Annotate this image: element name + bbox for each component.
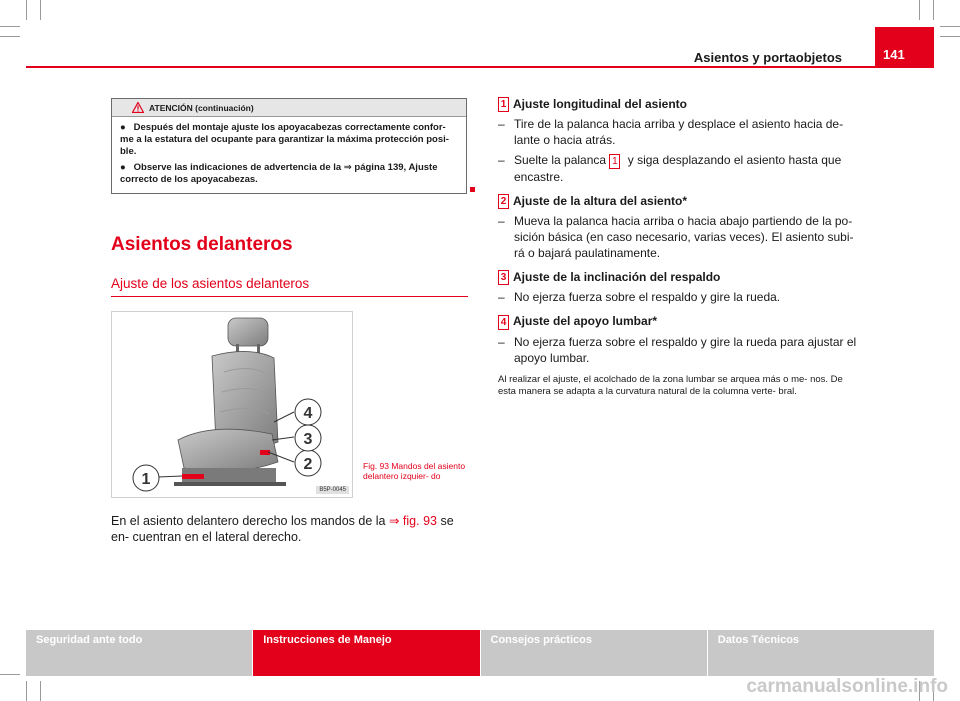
- step-number-badge: 4: [498, 315, 509, 330]
- callout-label: 4: [303, 405, 313, 422]
- figure-link[interactable]: ⇒ fig. 93: [388, 514, 437, 528]
- body-paragraph: [111, 513, 471, 545]
- crop-mark: [40, 0, 41, 20]
- item-title: Ajuste de la inclinación del respaldo: [513, 269, 721, 284]
- figure-caption: Fig. 93 Mandos del asiento delantero izquier- do: [363, 461, 466, 481]
- paragraph-text: En el asiento delantero derecho los mandos de la: [111, 514, 389, 528]
- crop-mark: [26, 681, 27, 701]
- running-header-title: Asientos y portaobjetos: [693, 50, 842, 65]
- nav-tab-datos[interactable]: Datos Técnicos: [708, 630, 934, 676]
- crop-mark: [0, 674, 20, 675]
- crop-mark: [40, 681, 41, 701]
- nav-tab-consejos[interactable]: Consejos prácticos: [481, 630, 708, 676]
- procedure-bullet: – No ejerza fuerza sobre el respaldo y gire la rueda para ajustar el apoyo lumbar.: [498, 334, 857, 365]
- header-rule: [26, 66, 934, 68]
- note-paragraph: [498, 374, 848, 398]
- warning-bullet: ● Después del montaje ajuste los apoyacabezas correctamente confor- me a la estatura del ocupante para garantizar la máxima protección posi- ble.: [120, 122, 449, 157]
- step-number-badge: 3: [498, 270, 509, 285]
- procedure-bullet: – Tire de la palanca hacia arriba y desplace el asiento hacia de- lante o hacia atrás.: [498, 116, 858, 148]
- note-text: Al realizar el ajuste, el acolchado de la zona lumbar se arquea más o me- nos. De esta manera se adapta a la curvatura natural de la columna verte- bral.: [498, 373, 843, 397]
- crop-mark: [0, 26, 20, 27]
- procedure-item: [498, 313, 858, 365]
- figure-code: B5P-0045: [316, 486, 349, 494]
- right-column: [498, 96, 858, 398]
- crop-mark: [919, 0, 920, 20]
- procedure-bullet: – Suelte la palanca 1 y siga desplazando el asiento hasta que encastre.: [498, 153, 842, 184]
- bullet-text: No ejerza fuerza sobre el respaldo y gire la rueda.: [514, 290, 781, 305]
- callout-label: 3: [303, 431, 313, 448]
- warning-body: [112, 117, 466, 186]
- seat-illustration: [112, 312, 353, 498]
- procedure-item: [498, 269, 858, 305]
- subsection-rule: [111, 296, 468, 297]
- crop-mark: [26, 0, 27, 20]
- step-number-badge: 1: [498, 97, 509, 112]
- bullet-text: Tire de la palanca hacia arriba y desplace el asiento hacia de- lante o hacia atrás.: [514, 117, 844, 148]
- nav-tab-seguridad[interactable]: Seguridad ante todo: [26, 630, 253, 676]
- bullet-text: Suelte la palanca: [514, 153, 607, 168]
- crop-mark: [940, 26, 960, 27]
- crop-mark: [940, 36, 960, 37]
- callout-label: 1: [141, 471, 151, 488]
- seat-figure: [111, 311, 353, 498]
- item-title: Ajuste del apoyo lumbar*: [513, 314, 658, 329]
- step-number-badge: 1: [609, 154, 620, 169]
- chapter-nav: [26, 630, 934, 676]
- bullet-text: y siga desplazando el asiento hasta que encastre.: [514, 153, 842, 184]
- subsection-heading: Ajuste de los asientos delanteros: [111, 276, 310, 291]
- section-heading: Asientos delanteros: [111, 234, 293, 255]
- page-number: 141: [875, 27, 934, 68]
- procedure-item: [498, 96, 858, 185]
- procedure-bullet: – No ejerza fuerza sobre el respaldo y gire la rueda.: [498, 290, 781, 305]
- procedure-bullet: – Mueva la palanca hacia arriba o hacia abajo partiendo de la po- sición básica (en caso necesario, varias veces). El asiento subi- rá o bajará paulatinamente.: [498, 213, 858, 261]
- warning-header: [112, 99, 466, 117]
- crop-mark: [933, 0, 934, 20]
- warning-heading: ATENCIÓN (continuación): [149, 102, 254, 113]
- bullet-text: No ejerza fuerza sobre el respaldo y gire la rueda para ajustar el apoyo lumbar.: [514, 334, 857, 365]
- item-title: Ajuste de la altura del asiento*: [513, 193, 688, 208]
- watermark: carmanualsonline.info: [746, 676, 948, 697]
- bullet-text: Mueva la palanca hacia arriba o hacia abajo partiendo de la po- sición básica (en caso necesario, varias veces). El asiento subi- rá o bajará paulatinamente.: [514, 213, 854, 260]
- warning-bullet-text: Después del montaje ajuste los apoyacabezas correctamente confor- me a la estatura del ocupante para garantizar la máxima protección posi- ble.: [120, 122, 449, 157]
- callout-label: 2: [303, 456, 313, 473]
- crop-mark: [0, 36, 20, 37]
- warning-triangle-icon: [132, 102, 144, 113]
- warning-bullet-text: Observe las indicaciones de advertencia de la ⇒ página 139, Ajuste correcto de los apoyacabezas.: [120, 162, 438, 185]
- procedure-item: [498, 193, 858, 261]
- step-number-badge: 2: [498, 194, 509, 209]
- section-end-mark: [470, 187, 475, 192]
- warning-box: [111, 98, 467, 194]
- warning-bullet: ● Observe las indicaciones de advertencia de la ⇒ página 139, Ajuste correcto de los apoyacabezas.: [120, 162, 438, 185]
- item-title: Ajuste longitudinal del asiento: [513, 97, 688, 111]
- nav-tab-instrucciones[interactable]: Instrucciones de Manejo: [253, 630, 480, 676]
- paragraph-text: se en- cuentran en el lateral derecho.: [111, 514, 454, 544]
